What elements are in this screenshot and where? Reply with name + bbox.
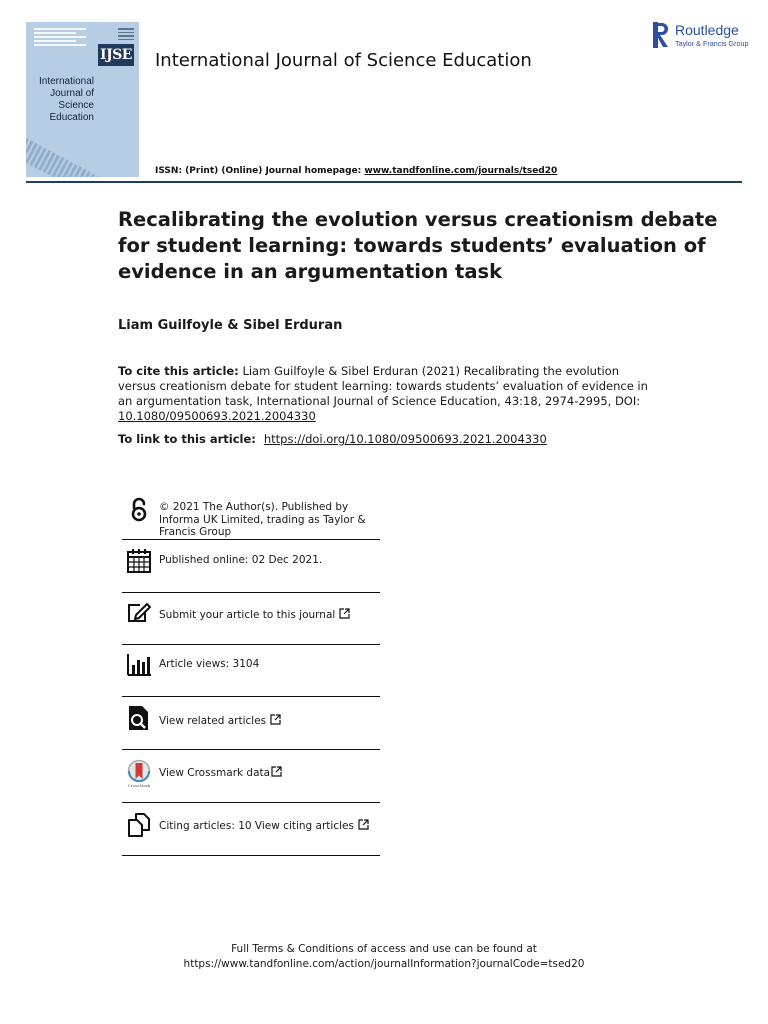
journal-name: International Journal of Science Education (155, 50, 532, 71)
info-divider (122, 592, 380, 593)
open-access-icon (126, 497, 152, 523)
cover-title (28, 76, 94, 124)
info-divider (122, 749, 380, 750)
issn-line (155, 166, 557, 176)
submit-label: Submit your article to this journal (159, 609, 336, 621)
journal-cover (26, 22, 139, 177)
crossmark-link[interactable] (159, 766, 385, 780)
citing-articles-link[interactable] (159, 819, 385, 833)
crossmark-icon-label: CrossMark (127, 783, 151, 788)
terms-footer (0, 942, 768, 972)
cover-title-line: Science (58, 100, 94, 111)
cite-label: To cite this article: (118, 364, 239, 378)
citing-label: Citing articles: 10 View citing articles (159, 820, 354, 832)
cover-title-line: Journal of (50, 88, 94, 99)
article-views: Article views: 3104 (159, 658, 260, 670)
published-date: Published online: 02 Dec 2021. (159, 554, 323, 566)
info-divider (122, 644, 380, 645)
info-divider (122, 696, 380, 697)
article-link-line (118, 432, 547, 446)
cover-stripe-decoration (26, 138, 106, 177)
related-articles-link[interactable] (159, 714, 385, 728)
info-divider (122, 855, 380, 856)
link-label: To link to this article: (118, 432, 260, 446)
header-divider (26, 181, 742, 183)
cover-logo: IJSE (98, 44, 134, 66)
open-access-row (122, 497, 380, 539)
crossmark-badge-icon (126, 759, 154, 783)
citation-block (118, 364, 648, 424)
edit-pencil-icon (126, 600, 152, 626)
submit-article-link[interactable] (159, 608, 385, 622)
terms-url[interactable]: https://www.tandfonline.com/action/journalInformation?journalCode=tsed20 (183, 958, 585, 970)
cover-title-line: International (38, 76, 94, 87)
crossmark-label: View Crossmark data (159, 767, 271, 779)
submit-row[interactable] (122, 598, 380, 638)
cover-title-line: Education (49, 112, 94, 123)
publisher-logo[interactable] (653, 22, 748, 50)
cover-text-lines (34, 28, 86, 48)
views-row (122, 650, 380, 690)
cite-doi-link[interactable]: 10.1080/09500693.2021.2004330 (118, 409, 316, 423)
bar-chart-icon (126, 652, 152, 678)
publisher-name: Routledge (675, 22, 739, 38)
issn-label: ISSN: (Print) (Online) Journal homepage: (155, 166, 365, 176)
routledge-r-icon (653, 22, 669, 48)
article-doi-link[interactable]: https://doi.org/10.1080/09500693.2021.2004330 (263, 432, 547, 446)
article-authors: Liam Guilfoyle & Sibel Erduran (118, 318, 343, 333)
info-divider (122, 802, 380, 803)
citing-row[interactable] (122, 810, 380, 850)
info-divider (122, 539, 380, 540)
related-label: View related articles (159, 715, 267, 727)
crossmark-icon (126, 759, 154, 789)
related-row[interactable] (122, 703, 380, 745)
external-link-icon (271, 766, 282, 777)
external-link-icon (270, 714, 281, 725)
copyright-text: © 2021 The Author(s). Published by Informa UK Limited, trading as Taylor & Francis Group (159, 501, 366, 538)
article-title: Recalibrating the evolution versus creationism debate for student learning: towards students’ evaluation of evidence in an argumentation task (118, 208, 718, 283)
published-row (122, 546, 380, 586)
cover-small-text (118, 28, 134, 42)
terms-line: Full Terms & Conditions of access and use can be found at (231, 943, 537, 955)
citing-documents-icon (126, 812, 152, 838)
cite-text: Liam Guilfoyle & Sibel Erduran (2021) Recalibrating the evolution versus creationism debate for student learning: towards students’ evaluation of evidence in an argumentation task, International Journal of Science Education, 43:18, 2974-2995, DOI: (118, 364, 648, 408)
external-link-icon (339, 608, 350, 619)
journal-homepage-link[interactable]: www.tandfonline.com/journals/tsed20 (364, 166, 558, 176)
publisher-subtitle: Taylor & Francis Group (675, 39, 749, 48)
calendar-icon (126, 548, 152, 574)
document-search-icon (126, 705, 152, 731)
crossmark-row[interactable] (122, 757, 380, 797)
external-link-icon (358, 819, 369, 830)
